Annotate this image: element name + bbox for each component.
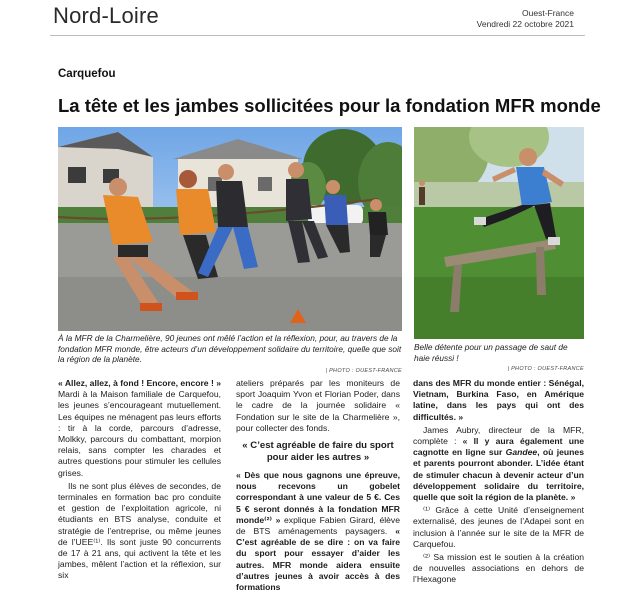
side-photo-caption <box>414 342 584 375</box>
opening-text: Mardi à la Maison familiale de Carquefou, les jeunes s’encourageant mutuellement. Les équipes ne ménagent pas leurs efforts : tir à la corde, parcours d’adresse, Molkky, parcours du combattant, morpion relais, sans compter les charades et autres questions pour stimuler les cellules grises. <box>58 389 221 478</box>
main-photo-credit: | PHOTO : OUEST-FRANCE <box>325 367 402 374</box>
publication-info <box>477 8 574 30</box>
section-title: Nord-Loire <box>53 3 159 28</box>
director-quote-a: « Il y aura également une cagnotte en ligne sur <box>413 436 584 458</box>
footnote-1: ⁽¹⁾ Grâce à cette Unité d’enseignement externalisé, des jeunes de l’Adapei sont en inclusion à l’année sur le site de la MFR de Carquefou. <box>413 505 584 549</box>
publication-date: Vendredi 22 octobre 2021 <box>476 19 574 29</box>
column-2-paragraph-2 <box>236 470 400 593</box>
main-photo-caption-text: À la MFR de la Charmelière, 90 jeunes ont mêlé l’action et la réflexion, pour, au travers de la fondation MFR monde, être acteurs d’un développement solidaire du territoire, quelle que soit la région de la planète. <box>58 333 402 364</box>
student-quote-2: « C’est agréable de se dire : on va faire du sport pour essayer d’aider les autres. MFR monde aidera ensuite d’autres jeunes à avoir accès à des formations <box>236 526 400 593</box>
column-1-paragraph-2: Ils ne sont plus élèves de secondes, de terminales en formation bac pro conduite et gestion de l’exploitation agricole, ni étudiants en BTS analyse, conduite et stratégie de l’entreprise, ou même jeunes de l’UEE⁽¹⁾. Ils sont juste 90 concurrents de 17 à 21 ans, qui activent la tête et les jambes, mêlent l’action et la réflexion, sur six <box>58 480 221 581</box>
article-headline: La tête et les jambes sollicitées pour la fondation MFR monde <box>58 95 601 116</box>
side-photo-caption-text: Belle détente pour un passage de saut de haie réussi ! <box>414 342 568 363</box>
main-photo <box>58 127 402 331</box>
article-column-1 <box>58 378 221 582</box>
article-column-2 <box>236 378 400 593</box>
student-quote-1: « Dès que nous gagnons une épreuve, nous recevons un gobelet correspondant à une valeur de 5 €. Ces 5 € seront donnés à la fondation MFR monde⁽²⁾ » <box>236 470 400 525</box>
publication-name: Ouest-France <box>522 8 574 18</box>
column-2-paragraph-1: ateliers préparés par les moniteurs de sport Joaquim Yvon et Florian Poder, dans le cadre de la journée solidaire « Fondation sur le site de la Charmelière », pour collecter des fonds. <box>236 378 400 433</box>
column-3-paragraph-2 <box>413 425 584 503</box>
tug-of-war-illustration <box>58 127 402 331</box>
article-column-3 <box>413 378 584 586</box>
director-quote-gandee: Gandee <box>505 447 538 458</box>
column-3-paragraph-1: dans des MFR du monde entier : Sénégal, Vietnam, Burkina Faso, en Amérique latine, dans les pays qui ont des difficultés. » <box>413 378 584 422</box>
side-photo-credit: | PHOTO : OUEST-FRANCE <box>507 366 584 372</box>
article-kicker: Carquefou <box>58 68 116 80</box>
pull-quote: « C’est agréable de faire du sport pour aider les autres » <box>242 440 394 464</box>
side-photo <box>414 127 584 339</box>
hurdle-jump-illustration <box>414 127 584 339</box>
footnote-2: ⁽²⁾ Sa mission est le soutien à la création de nouvelles associations en dehors de l’Hexagone <box>413 552 584 585</box>
opening-quote: « Allez, allez, à fond ! Encore, encore ! » <box>58 378 222 388</box>
header-divider <box>50 35 585 36</box>
student-attribution: explique Fabien Girard, élève de BTS aménagements paysagers. <box>236 514 400 537</box>
director-quote-b: , où jeunes et parents pourront abonder. L’idée étant de stimuler chacun à devenir acteur d’un développement solidaire du territoire, quelle que soit la région de la planète. » <box>413 447 584 503</box>
column-1-paragraph-1 <box>58 378 221 479</box>
director-attribution: James Aubry, directeur de la MFR, complète : <box>413 424 584 447</box>
main-photo-caption <box>58 333 402 376</box>
